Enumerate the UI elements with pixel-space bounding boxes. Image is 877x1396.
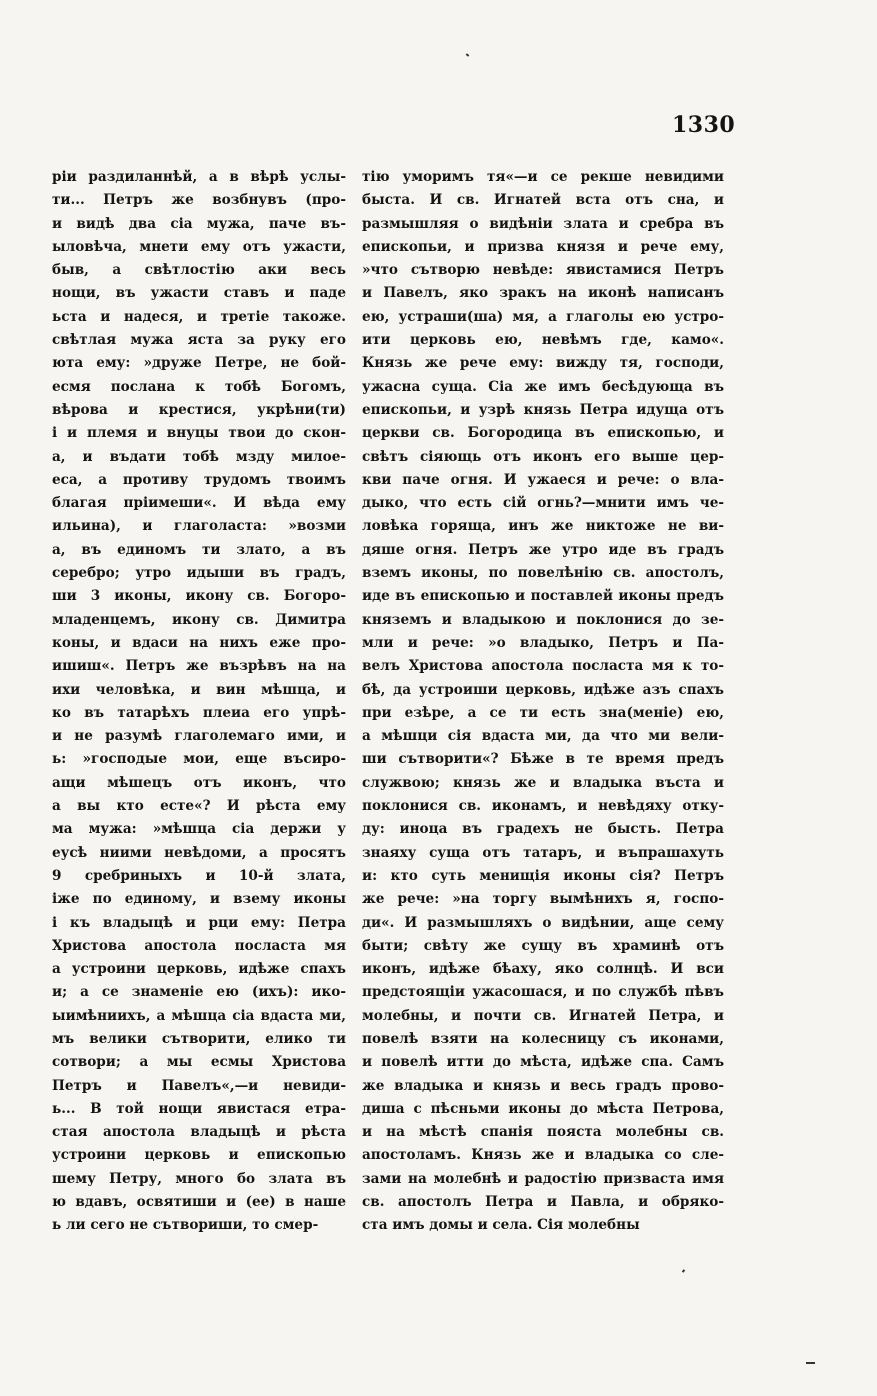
text-line: и; а се знаменіе ею (ихъ): ико-: [52, 984, 346, 1001]
text-line: ти... Петръ же возбнувъ (про-: [52, 192, 346, 209]
text-line: ужасна суща. Сіа же имъ бесѣдующа въ: [362, 378, 724, 395]
text-line: предстоящіи ужасошася, и по службѣ пѣвъ: [362, 984, 724, 1001]
text-line: а, въ единомъ ти злато, а въ: [52, 541, 346, 558]
text-line: велъ Христова апостола посласта мя к то-: [362, 658, 724, 675]
text-line: епископьи, и призва князя и рече ему,: [362, 238, 724, 255]
text-line: свѣтлая мужа яста за руку его: [52, 332, 346, 349]
scan-speck: [466, 53, 470, 56]
text-line: есмя послана к тобѣ Богомъ,: [52, 378, 346, 395]
text-line: кви паче огня. И ужаеся и рече: о вла-: [362, 471, 724, 488]
text-line: церкви св. Богородица въ епископью, и: [362, 425, 724, 442]
text-line: а вы кто есте«? И рѣста ему: [52, 798, 346, 815]
text-line: младенцемъ, икону св. Димитра: [52, 611, 346, 628]
text-line: иде въ епископью и поставлей иконы предъ: [362, 588, 724, 605]
text-line: ши сътворити«? Бѣже в те время предъ: [362, 751, 724, 768]
text-line: ити церковь ею, невѣмъ где, камо«.: [362, 332, 724, 349]
text-line: »что сътворю невѣде: явистамися Петръ: [362, 262, 724, 279]
text-line: ыимѣниихъ, а мѣшца сіа вдаста ми,: [52, 1007, 346, 1024]
text-line: и на мѣстѣ спанія пояста молебны св.: [362, 1124, 724, 1141]
text-line: коны, и вдаси на нихъ еже про-: [52, 634, 346, 651]
scan-speck: [682, 1269, 685, 1273]
text-line: ріи раздиланнѣй, а в вѣрѣ услы-: [52, 169, 346, 185]
text-line: молебны, и почти св. Игнатей Петра, и: [362, 1007, 724, 1024]
text-line: иконъ, идѣже бѣаху, яко солнцѣ. И вси: [362, 961, 724, 978]
text-line: ею, устраши(ша) мя, а глаголы ею устро-: [362, 308, 724, 325]
text-line: епископьи, и узрѣ князь Петра идуща отъ: [362, 401, 724, 418]
text-line: размышляя о видѣніи злата и сребра въ: [362, 215, 724, 232]
text-line: вземъ иконы, по повелѣнію св. апостолъ,: [362, 565, 724, 582]
text-line: ду: иноца въ градехъ не бысть. Петра: [362, 821, 724, 838]
left-text-column: [52, 166, 346, 1238]
text-line: еусѣ ниими невѣдоми, а просятъ: [52, 844, 346, 861]
text-line: 9 сребриныхъ и 10-й злата,: [52, 867, 346, 884]
text-line: Петръ и Павелъ«,—и невиди-: [52, 1077, 346, 1094]
text-line: повелѣ взяти на колесницу съ иконами,: [362, 1030, 724, 1047]
text-line: апостоламъ. Князь же и владыка со сле-: [362, 1147, 724, 1164]
text-line: зами на молебнѣ и радостію призваста имя: [362, 1170, 724, 1187]
text-line: устроини церковь и епископью: [52, 1147, 346, 1164]
text-line: и: кто суть менищія иконы сія? Петръ: [362, 867, 724, 884]
text-line: шему Петру, много бо злата въ: [52, 1170, 346, 1187]
text-line: и видѣ два сіа мужа, паче въ-: [52, 215, 346, 232]
text-line: іже по единому, и взему иконы: [52, 891, 346, 908]
text-line: княземъ и владыкою и поклонися до зе-: [362, 611, 724, 628]
text-line: еса, а противу трудомъ твоимъ: [52, 471, 346, 488]
text-line: ста имъ домы и села. Сія молебны: [362, 1217, 640, 1234]
text-line: служвою; князь же и владыка въста и: [362, 774, 724, 791]
text-line: и Павелъ, яко зракъ на иконѣ написанъ: [362, 285, 724, 302]
text-line: благая пріимеши«. И вѣда ему: [52, 495, 346, 512]
scan-speck: [806, 1362, 815, 1364]
text-line: ю вдавъ, освятиши и (ее) в наше: [52, 1194, 346, 1211]
text-line: а устроини церковь, идѣже спахъ: [52, 961, 346, 978]
text-line: ловѣка горяща, инъ же никтоже не ви-: [362, 518, 724, 535]
text-line: серебро; утро идыши въ градъ,: [52, 565, 346, 582]
text-line: мъ велики сътворити, елико ти: [52, 1030, 346, 1047]
text-line: і къ владыцѣ и рци ему: Петра: [52, 914, 346, 931]
text-line: тію уморимъ тя«—и се рекше невидими: [362, 169, 724, 185]
text-line: ихи человѣка, и вин мѣшца, и: [52, 681, 346, 698]
text-line: стая апостола владыцѣ и рѣста: [52, 1124, 346, 1141]
text-line: Князь же рече ему: вижду тя, господи,: [362, 355, 724, 372]
right-text-column: [362, 166, 724, 1238]
text-line: мли и рече: »о владыко, Петръ и Па-: [362, 634, 724, 651]
text-line: а, и въдати тобѣ мзду милое-: [52, 448, 346, 465]
text-line: же рече: »на торгу вымѣнихъ я, госпо-: [362, 891, 724, 908]
text-line: же владыка и князь и весь градъ прово-: [362, 1077, 724, 1094]
text-line: ь ли сего не сътвориши, то смер-: [52, 1217, 319, 1234]
text-line: знаяху суща отъ татаръ, и въпрашахуть: [362, 844, 724, 861]
text-line: і и племя и внуцы твои до скон-: [52, 425, 346, 442]
text-line: ь... В той нощи явистася етра-: [52, 1100, 346, 1117]
text-line: бѣ, да устроиши церковь, идѣже азъ спахъ: [362, 681, 724, 698]
text-line: ко въ татарѣхъ плеиа его упрѣ-: [52, 704, 346, 721]
text-line: юта ему: »друже Петре, не бой-: [52, 355, 346, 372]
text-line: и не разумѣ глаголемаго ими, и: [52, 728, 346, 745]
text-line: ь: »господые мои, еще въсиро-: [52, 751, 346, 768]
text-line: ьста и надеся, и третіе такоже.: [52, 308, 346, 325]
text-line: быста. И св. Игнатей вста отъ сна, и: [362, 192, 724, 209]
text-line: ащи мѣшецъ отъ иконъ, что: [52, 774, 346, 791]
text-line: и повелѣ итти до мѣста, идѣже спа. Самъ: [362, 1054, 724, 1071]
text-line: поклонися св. иконамъ, и невѣдяху отку-: [362, 798, 724, 815]
text-line: ишиш«. Петръ же възрѣвъ на на: [52, 658, 346, 675]
text-line: Христова апостола посласта мя: [52, 937, 346, 954]
text-line: ыловѣча, мнети ему отъ ужасти,: [52, 238, 346, 255]
text-line: нощи, въ ужасти ставъ и паде: [52, 285, 346, 302]
text-line: свѣтъ сіяющь отъ иконъ его выше цер-: [362, 448, 724, 465]
text-line: ма мужа: »мѣшца сіа держи у: [52, 821, 346, 838]
text-line: диша с пѣсньми иконы до мѣста Петрова,: [362, 1100, 724, 1117]
text-line: ильина), и глаголаста: »возми: [52, 518, 346, 535]
page-number: 1330: [672, 112, 736, 138]
text-line: сотвори; а мы есмы Христова: [52, 1054, 346, 1071]
text-line: дяше огня. Петръ же утро иде въ градъ: [362, 541, 724, 558]
text-line: при езѣре, а се ти есть зна(меніе) ею,: [362, 704, 724, 721]
text-line: дыко, что есть сій огнь?—мнити имъ че-: [362, 495, 724, 512]
text-line: ши 3 иконы, икону св. Богоро-: [52, 588, 346, 605]
text-line: быв, а свѣтлостію аки весь: [52, 262, 346, 279]
text-line: быти; свѣту же сущу въ храминѣ отъ: [362, 937, 724, 954]
text-line: св. апостолъ Петра и Павла, и обряко-: [362, 1194, 724, 1211]
text-line: а мѣшци сія вдаста ми, да что ми вели-: [362, 728, 724, 745]
text-line: ди«. И размышляхъ о видѣнии, аще сему: [362, 914, 724, 931]
text-line: вѣрова и крестися, укрѣни(ти): [52, 401, 346, 418]
